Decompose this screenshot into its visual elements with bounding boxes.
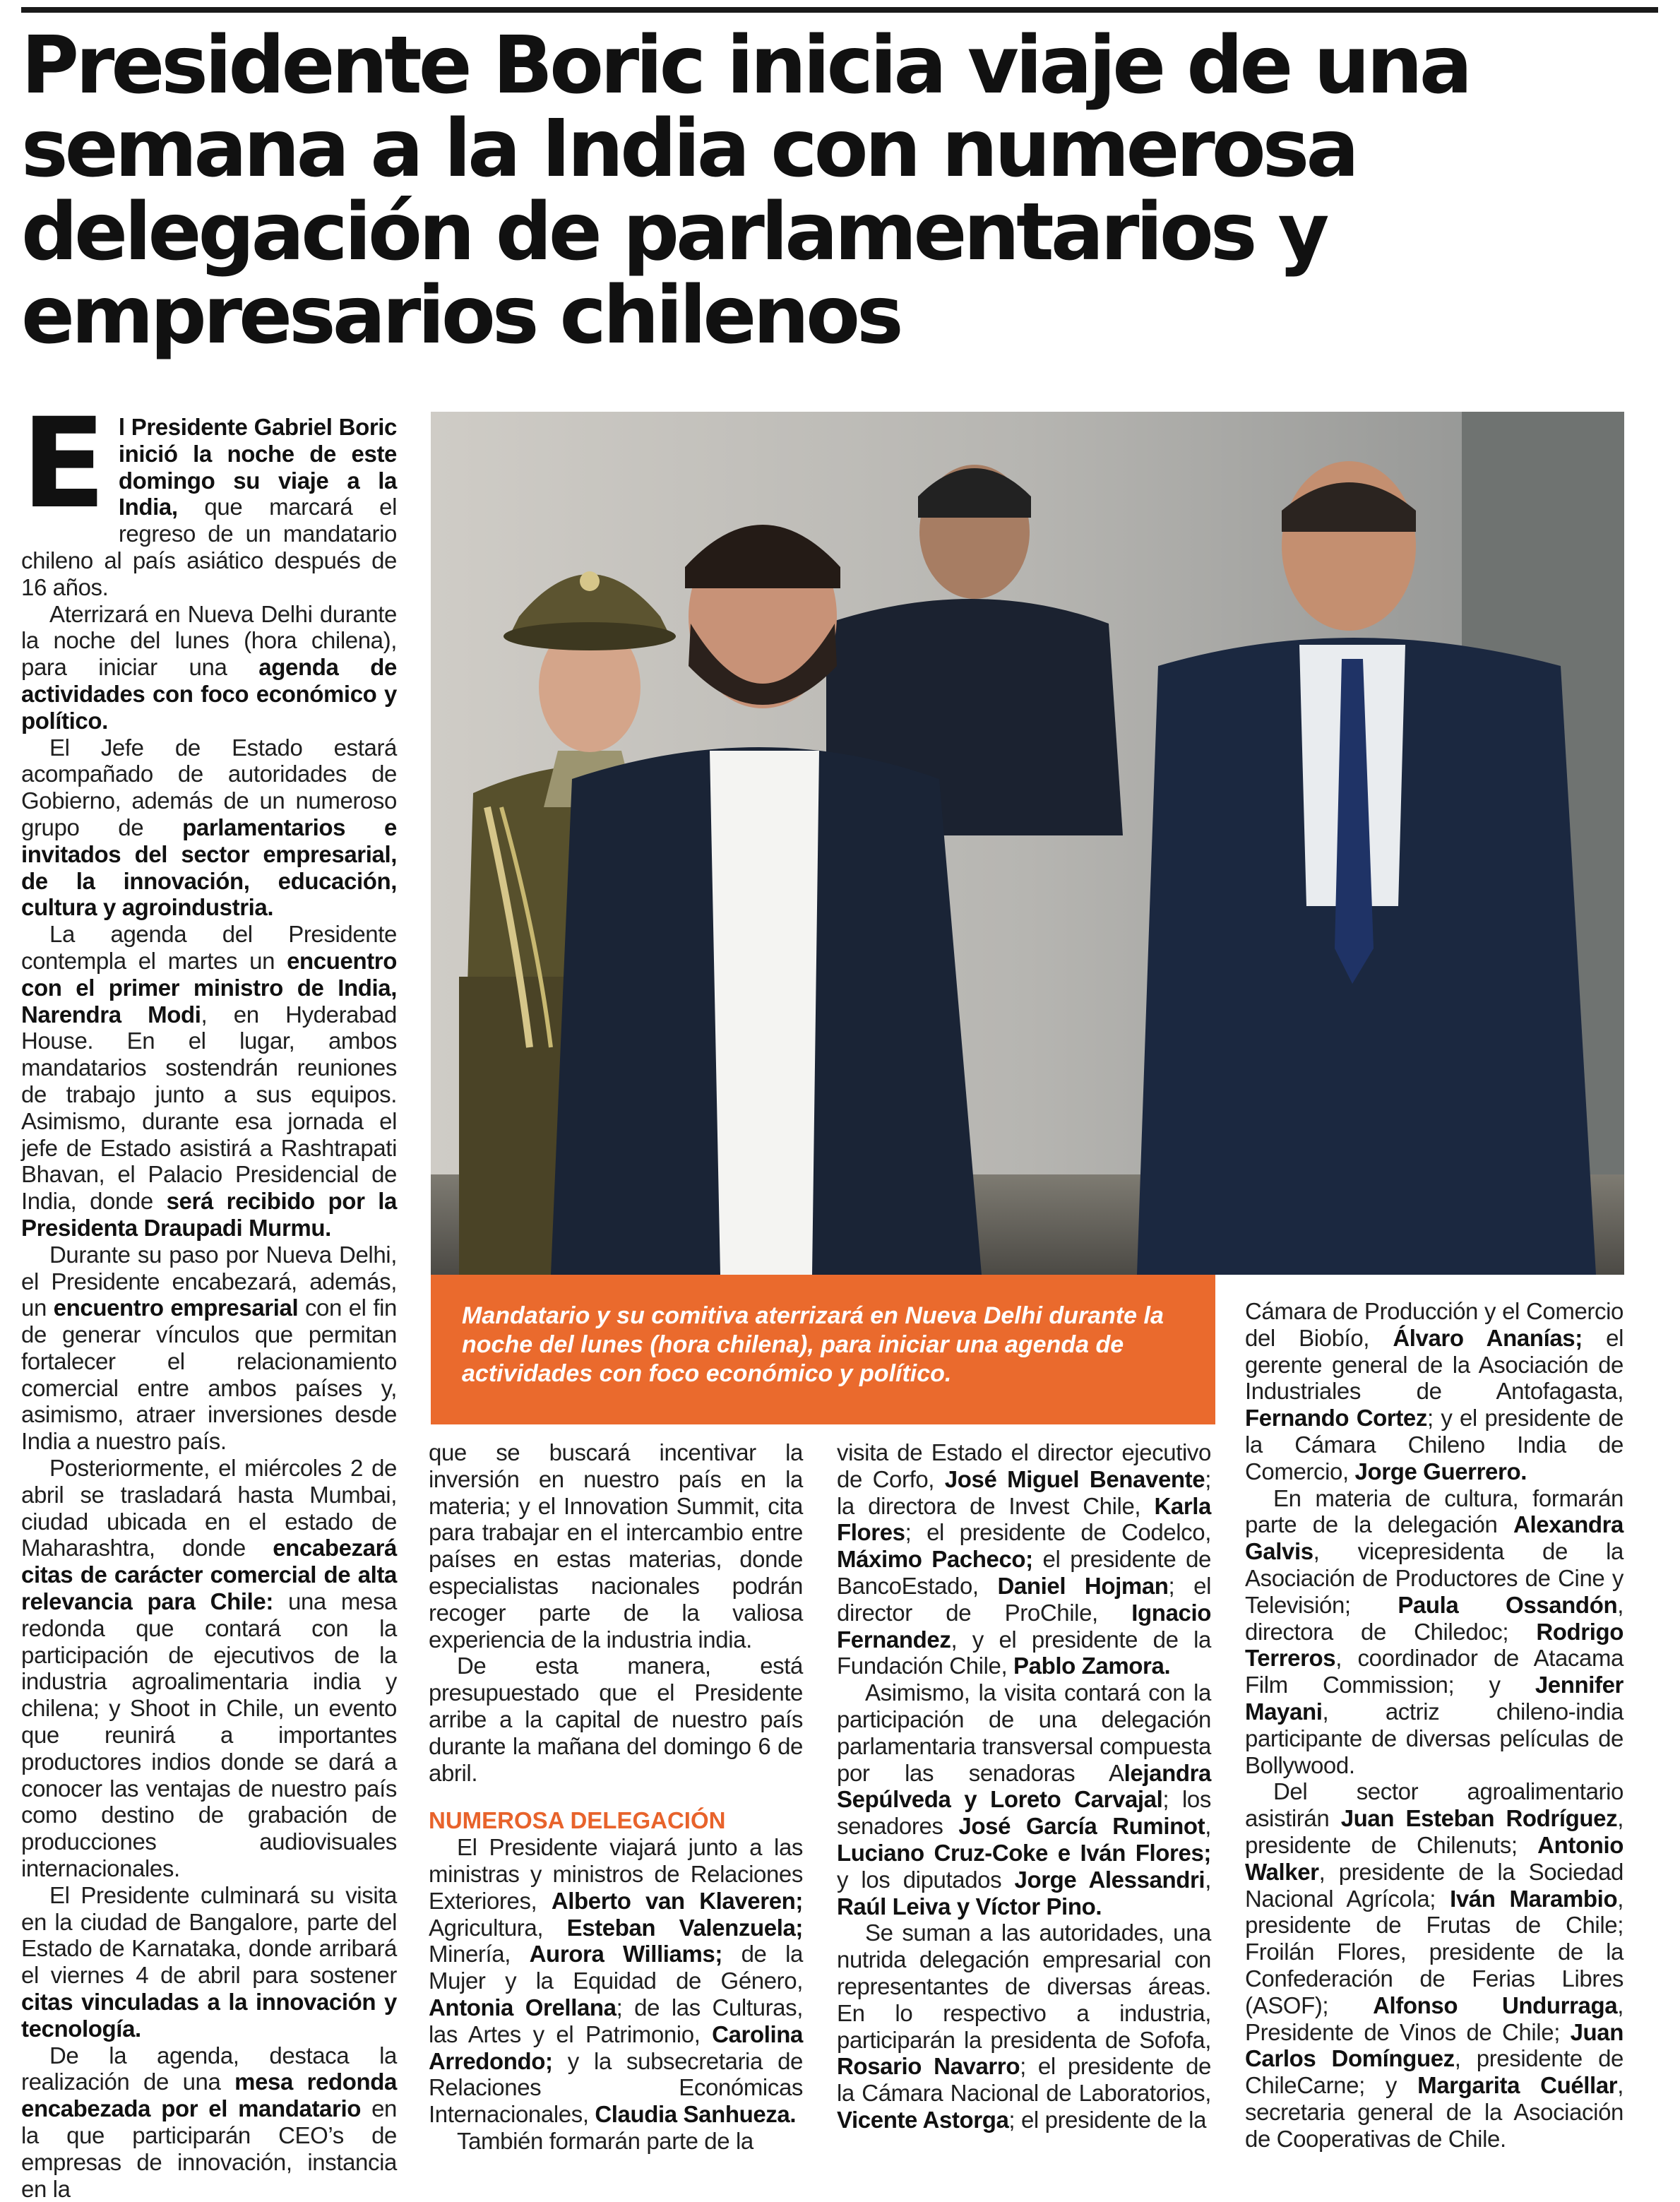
drop-cap: E xyxy=(21,391,106,536)
paragraph: que se buscará incentivar la inversión en nuestro país en la materia; y el Innovation Summit, cita para trabajar en el intercambio entre países en estas materias, donde especialistas nacionales podrán recoger parte de la valiosa experiencia de la industria india. xyxy=(429,1439,803,1653)
paragraph: Aterrizará en Nueva Delhi durante la noche del lunes (hora chilena), para iniciar una agenda de actividades con foco económico y político. xyxy=(21,600,397,734)
paragraph: Se suman a las autoridades, una nutrida delegación empresarial con representantes de diversas áreas. En lo respectivo a industria, participarán la presidenta de Sofofa, Rosario Navarro; el presidente de la Cámara Nacional de Laboratorios, Vicente Astorga; el presidente de la xyxy=(837,1920,1211,2133)
paragraph: También formarán parte de la xyxy=(457,2127,753,2154)
article-column-1 xyxy=(21,391,397,2202)
paragraph: Posteriormente, el miércoles 2 de abril se trasladará hasta Mumbai, ciudad ubicada en el estado de Maharashtra, donde encabezará citas de carácter comercial de alta relevancia para Chile: una mesa redonda que contará con la participación de ejecutivos de la industria agroalimentaria india y chilena; y Shoot in Chile, un evento que reunirá a importantes productores indios donde se dará a conocer las ventajas de nuestro país como destino de grabación de producciones audiovisuales internacionales. xyxy=(21,1455,397,1882)
article-column-4 xyxy=(1245,1298,1624,2153)
photo-icon xyxy=(431,412,1624,1275)
paragraph: Asimismo, la visita contará con la participación de una delegación parlamentaria transversal compuesta por las senadoras Alejandra Sepúlveda y Loreto Carvajal; los senadores José García Ruminot, Luciano Cruz-Coke e Iván Flores; y los diputados Jorge Alessandri, Raúl Leiva y Víctor Pino. xyxy=(837,1679,1211,1920)
photo-caption: Mandatario y su comitiva aterrizará en Nueva Delhi durante la noche del lunes (hora chilena), para iniciar una agenda de actividades con foco económico y político. xyxy=(431,1275,1215,1424)
paragraph: El Presidente culminará su visita en la ciudad de Bangalore, parte del Estado de Karnataka, donde arribará el viernes 4 de abril para sostener citas vinculadas a la innovación y tecnología. xyxy=(21,1881,397,2042)
section-subhead: NUMEROSA DELEGACIÓN xyxy=(429,1807,726,1834)
paragraph: El Presidente viajará junto a las ministras y ministros de Relaciones Exteriores, Alberto van Klaveren; Agricultura, Esteban Valenzuela; Minería, Aurora Williams; de la Mujer y la Equidad de Género, Antonia Orellana; de las Culturas, las Artes y el Patrimonio, Carolina Arredondo; y la subsecretaria de Relaciones Económicas Internacionales, Claudia Sanhueza. xyxy=(429,1834,804,2128)
paragraph: La agenda del Presidente contempla el martes un encuentro con el primer ministro de India, Narendra Modi, en Hyderabad House. En el lugar, ambos mandatarios sostendrán reuniones de trabajo junto a sus equipos. Asimismo, durante esa jornada el jefe de Estado asistirá a Rashtrapati Bhavan, el Palacio Presidencial de India, donde será recibido por la Presidenta Draupadi Murmu. xyxy=(21,921,397,1241)
paragraph: De esta manera, está presupuestado que el Presidente arribe a la capital de nuestro país durante la mañana del domingo 6 de abril. xyxy=(429,1653,803,1786)
paragraph: El Presidente Gabriel Boric inició la noche de este domingo su viaje a la India, que marcará el regreso de un mandatario chileno al país asiático después de 16 años. xyxy=(21,391,397,600)
news-photo xyxy=(431,412,1624,1275)
article-column-2 xyxy=(429,1439,803,2155)
top-rule xyxy=(21,7,1658,13)
paragraph: Del sector agroalimentario asistirán Juan Esteban Rodríguez, presidente de Chilenuts; Antonio Walker, presidente de la Sociedad Nacional Agrícola; Iván Marambio, presidente de Frutas de Chile; Froilán Flores, presidente de la Confederación de Ferias Libres (ASOF); Alfonso Undurraga, Presidente de Vinos de Chile; Juan Carlos Domínguez, presidente de ChileCarne; y Margarita Cuéllar, secretaria general de la Asociación de Cooperativas de Chile. xyxy=(1245,1778,1624,2152)
headline: Presidente Boric inicia viaje de una semana a la India con numerosa delegación de parlamentarios y empresarios chilenos xyxy=(21,20,1470,362)
paragraph: De la agenda, destaca la realización de una mesa redonda encabezada por el mandatario en la que participarán CEO’s de empresas de innovación, instancia en la xyxy=(21,2042,397,2202)
paragraph: visita de Estado el director ejecutivo de Corfo, José Miguel Benavente; la directora de Invest Chile, Karla Flores; el presidente de Codelco, Máximo Pacheco; el presidente de BancoEstado, Daniel Hojman; el director de ProChile, Ignacio Fernandez, y el presidente de la Fundación Chile, Pablo Zamora. xyxy=(837,1439,1212,1679)
paragraph: El Jefe de Estado estará acompañado de autoridades de Gobierno, además de un numeroso grupo de parlamentarios e invitados del sector empresarial, de la innovación, educación, cultura y agroindustria. xyxy=(21,734,397,921)
paragraph: Cámara de Producción y el Comercio del Biobío, Álvaro Ananías; el gerente general de la Asociación de Industriales de Antofagasta, Fernando Cortez; y el presidente de la Cámara Chileno India de Comercio, Jorge Guerrero. xyxy=(1245,1298,1624,1484)
article-column-3 xyxy=(837,1439,1211,2133)
paragraph: En materia de cultura, formarán parte de la delegación Alexandra Galvis, vicepresidenta de la Asociación de Productores de Cine y Televisión; Paula Ossandón, directora de Chiledoc; Rodrigo Terreros, coordinador de Atacama Film Commission; y Jennifer Mayani, actriz chileno-india participante de diversas películas de Bollywood. xyxy=(1245,1484,1624,1778)
paragraph: Durante su paso por Nueva Delhi, el Presidente encabezará, además, un encuentro empresarial con el fin de generar vínculos que permitan fortalecer el relacionamiento comercial entre ambos países y, asimismo, atraer inversiones desde India a nuestro país. xyxy=(21,1241,397,1455)
